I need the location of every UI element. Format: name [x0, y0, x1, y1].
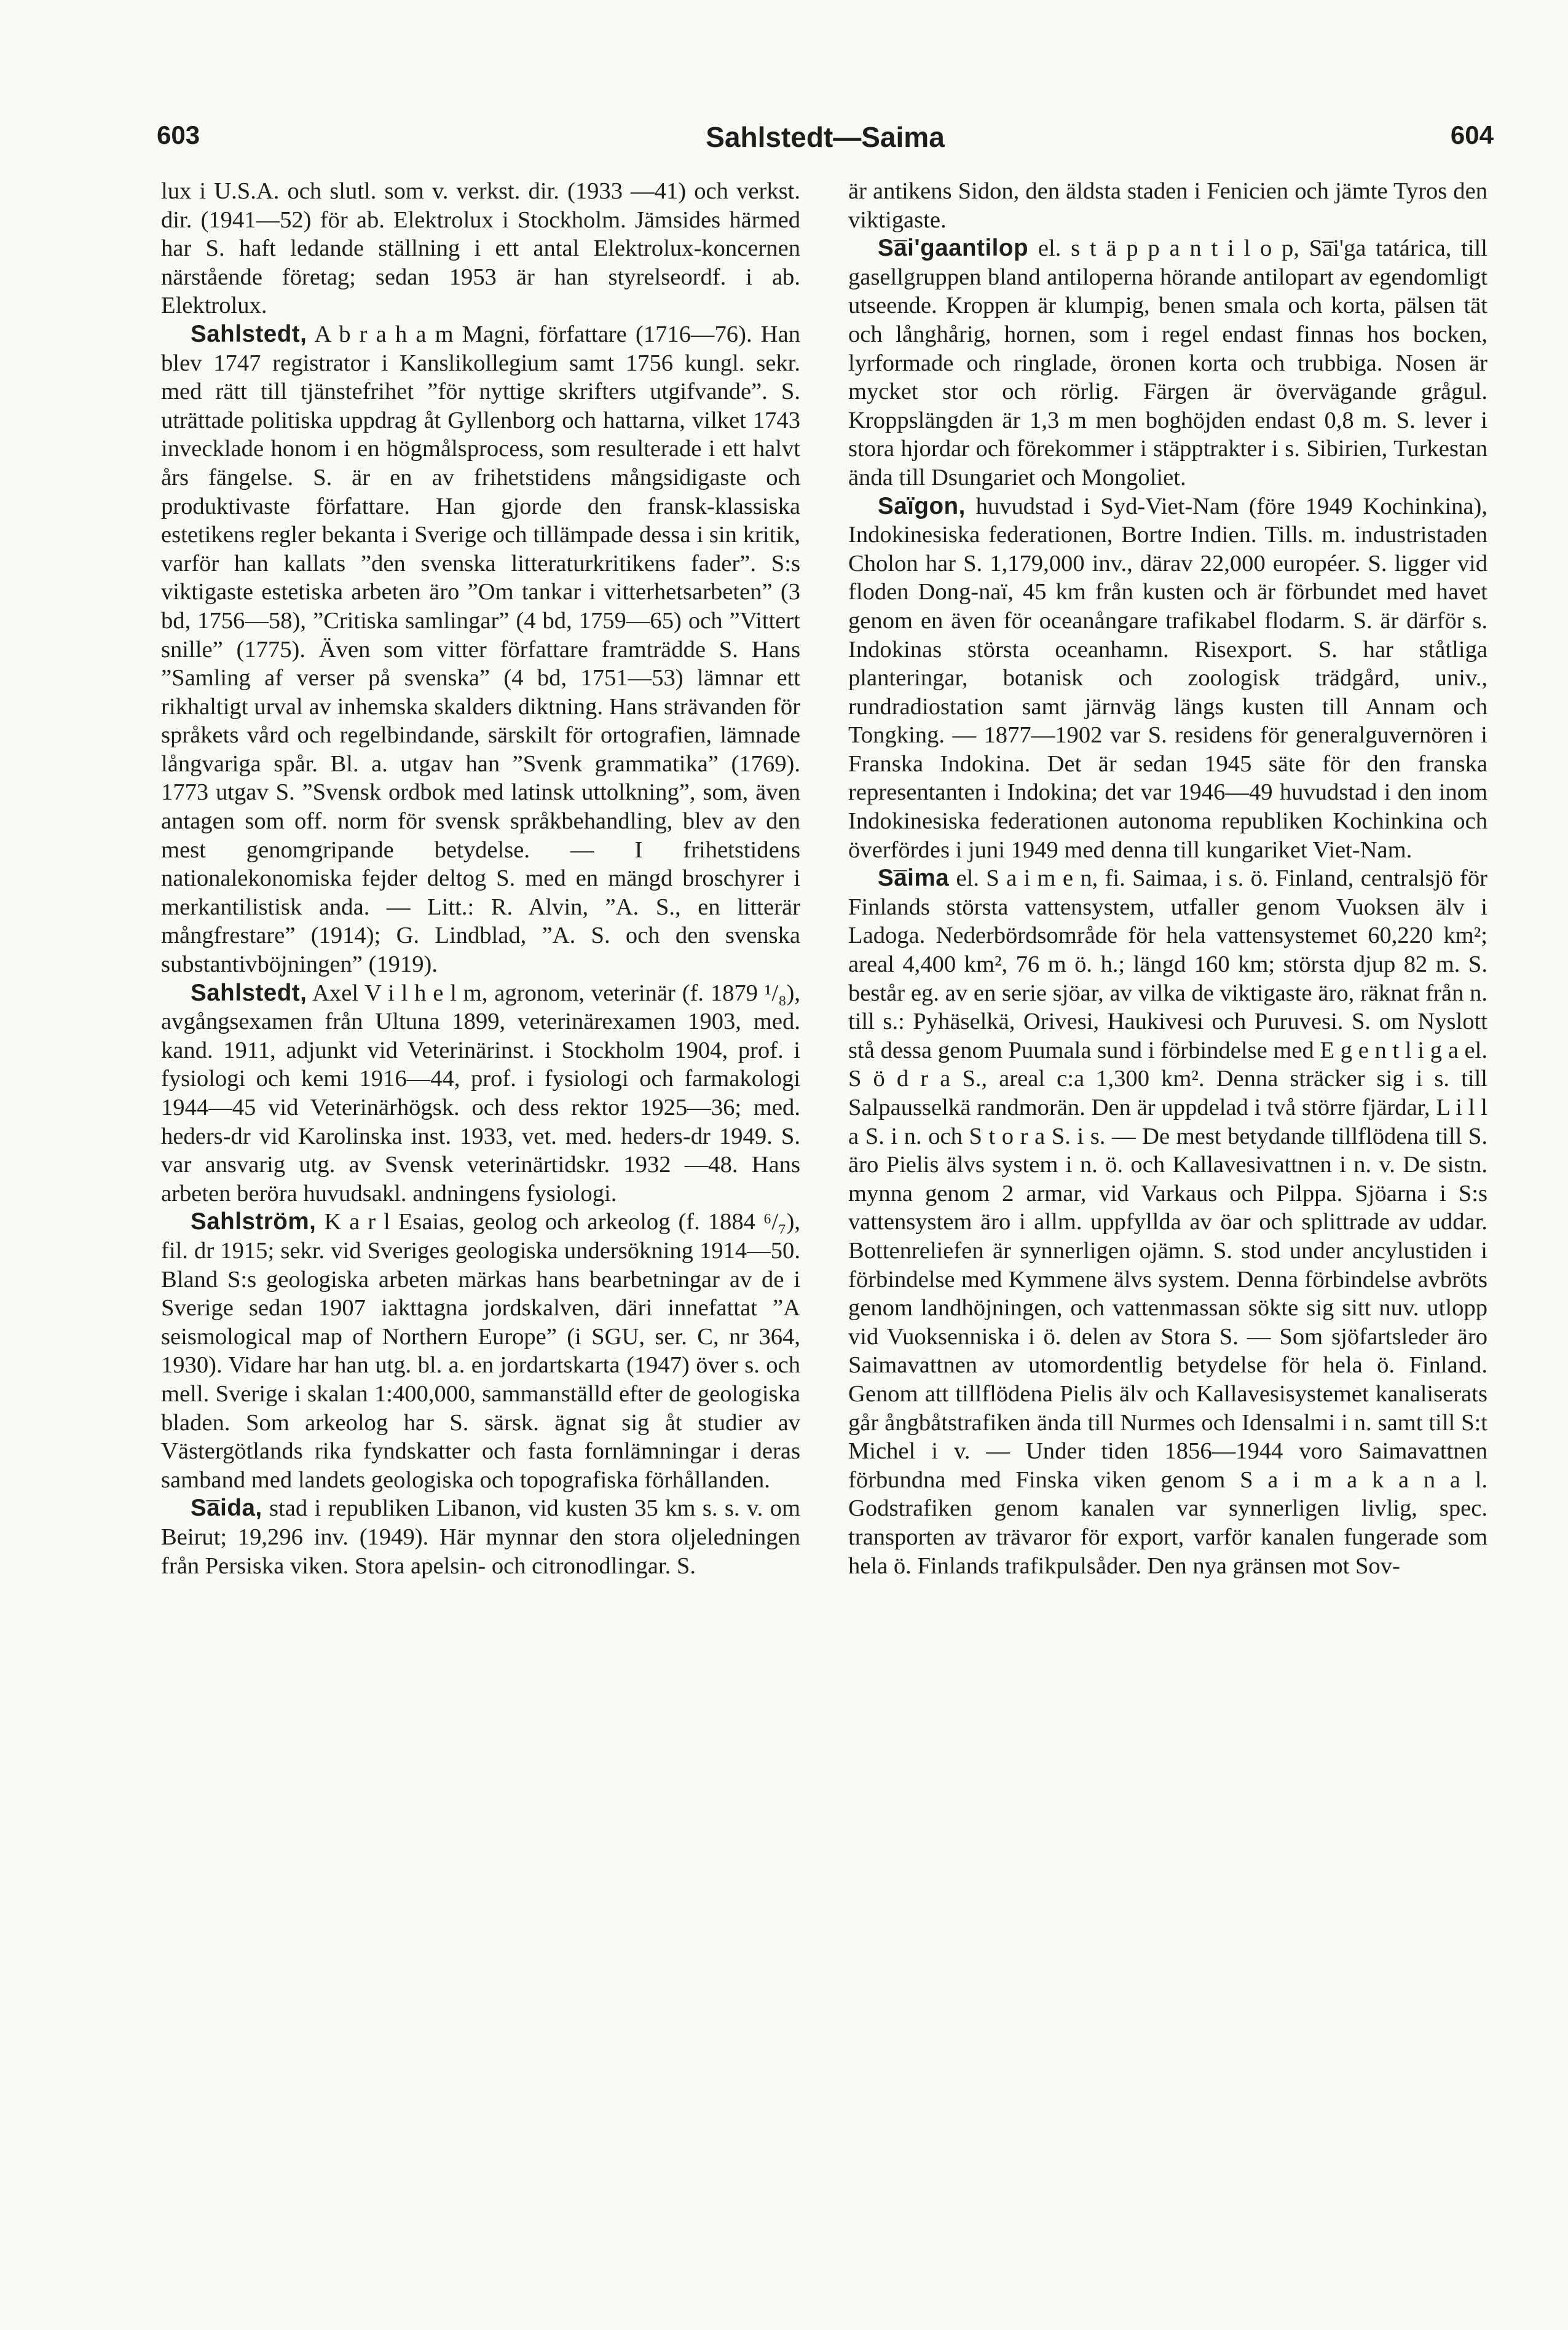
- entry-text: huvudstad i Syd-Viet-Nam (före 1949 Kochinkina), Indokinesiska federationen, Bortre Indien. Tills. m. industristaden Cholon har S. 1,179,000 inv., därav 22,000 européer. S. ligger vid floden Dong-naï, 45 km från kusten och är förbundet med havet genom en även för oceanångare trafikabel flodarm. S. är därför s. Indokinas största oceanhamn. Risexport. S. har ståtliga planteringar, botanisk och zoologisk trädgård, univ., rundradiostation samt järnväg längs kusten till Annam och Tongking. — 1877—1902 var S. residens för generalguvernören i Franska Indokina. Det är sedan 1945 säte för den franska representanten i Indokina; det var 1946—49 huvudstad i den inom Indokinesiska federationen autonoma republiken Kochinkina och överfördes i juni 1949 med denna till kungariket Viet-Nam.: [848, 493, 1487, 863]
- entry-headword: Saïgon,: [878, 492, 966, 519]
- entry-text: el. s t ä p p a n t i l o p, Sa̅i'ga tatárica, till gasellgruppen bland antiloperna hörande antilopart av egendomligt utseende. Kroppen är klumpig, benen smala och korta, pälsen tät och långhårig, hornen, som i regel endast finnas hos bocken, lyrformade och ringlade, öronen korta och trubbiga. Nosen är mycket stor och rörlig. Färgen är övervägande grågul. Kroppslängden är 1,3 m men boghöjden endast 0,8 m. S. lever i stora hjordar och förekommer i stäpptrakter i s. Sibirien, Turkestan ända till Dsungariet och Mongoliet.: [848, 235, 1487, 490]
- entry: [848, 864, 1487, 1580]
- entry-headword: Sahlström,: [191, 1208, 317, 1235]
- entry-continuation: [848, 177, 1487, 234]
- entry-headword: Sa̅ida,: [191, 1495, 262, 1522]
- entry-text: K a r l Esaias, geolog och arkeolog (f. 1884 ⁶/₇), fil. dr 1915; sekr. vid Sveriges geologiska undersökning 1914—50. Bland S:s geologiska arbeten märkas hans bearbetningar av de i Sverige sedan 1907 iakttagna jordskalven, däri innefattat ”A seismological map of Northern Europe” (i SGU, ser. C, nr 364, 1930). Vidare har han utg. bl. a. en jordartskarta (1947) över s. och mell. Sverige i skalan 1:400,000, sammanställd efter de geologiska bladen. Som arkeolog har S. särsk. ägnat sig åt studier av Västergötlands rika fyndskatter och fasta fornlämningar i deras samband med landets geologiska och topografiska förhållanden.: [161, 1209, 800, 1493]
- entry-text: lux i U.S.A. och slutl. som v. verkst. dir. (1933 —41) och verkst. dir. (1941—52) för ab. Elektrolux i Stockholm. Jämsides härmed har S. haft ledande ställning i ett antal Elektrolux-koncernen närstående företag; sedan 1953 är han styrelseordf. i ab. Elektrolux.: [161, 178, 800, 319]
- entry-headword: Sahlstedt,: [191, 320, 307, 347]
- page-number-right: 604: [1450, 120, 1494, 149]
- entry: [161, 320, 800, 979]
- running-title: Sahlstedt—Saima: [706, 121, 945, 153]
- entry: [161, 1208, 800, 1494]
- text-column-left: [161, 177, 800, 1580]
- entry-text: Axel V i l h e l m, agronom, veterinär (f. 1879 ¹/₈), avgångsexamen från Ultuna 1899, veterinärexamen 1903, med. kand. 1911, adjunkt vid Veterinärinst. i Stockholm 1904, prof. i fysiologi och kemi 1916—44, prof. i fysiologi och farmakologi 1944—45 vid Veterinärhögsk. och dess rektor 1925—36; med. heders-dr vid Karolinska inst. 1933, vet. med. heders-dr 1949. S. var ansvarig utg. av Svensk veterinärtidskr. 1932 —48. Hans arbeten beröra huvudsakl. andningens fysiologi.: [161, 980, 801, 1206]
- entry-text: A b r a h a m Magni, författare (1716—76). Han blev 1747 registrator i Kanslikollegium samt 1756 kungl. sekr. med rätt till tjänstefrihet ”för nyttige skrifters utgifvande”. S. uträttade politiska uppdrag åt Gyllenborg och hattarna, vilket 1743 invecklade honom i en högmålsprocess, som resulterade i ett halvt års fängelse. S. är en av frihetstidens mångsidigaste och produktivaste författare. Han gjorde den fransk-klassiska estetikens regler bekanta i Sverige och tillämpade dessa i sin kritik, varför han kallats ”den svenska litteraturkritikens fader”. S:s viktigaste estetiska arbeten äro ”Om tankar i vitterhetsarbeten” (3 bd, 1756—58), ”Critiska samlingar” (4 bd, 1759—65) och ”Vittert snille” (1775). Även som vitter författare framträdde S. Hans ”Samling af verser på svenska” (4 bd, 1751—53) lämnar ett rikhaltigt urval av inhemska skalders diktning. Hans strävanden för språkets vård och regelbindande, särskilt för ortografien, lämnade långvariga spår. Bl. a. utgav han ”Svenk grammatika” (1769). 1773 utgav S. ”Svensk ordbok med latinsk uttolkning”, som, även antagen som off. norm för svensk språkbehandling, blev av den mest genomgripande betydelse. — I frihetstidens nationalekonomiska fejder deltog S. med en mängd broschyrer i merkantilistisk anda. — Litt.: R. Alvin, ”A. S., en litterär mångfrestare” (1914); G. Lindblad, ”A. S. och den svenska substantivböjningen” (1919).: [161, 321, 800, 978]
- entry: [161, 979, 800, 1208]
- entry: [848, 492, 1487, 865]
- page-number-left: 603: [157, 120, 200, 149]
- entry: [848, 234, 1487, 492]
- entry-headword: Sahlstedt,: [191, 979, 307, 1006]
- entry-continuation: [161, 177, 800, 320]
- entry: [161, 1494, 800, 1580]
- entry-headword: Sa̅i'gaantilop: [878, 235, 1029, 262]
- running-header: [157, 120, 1494, 165]
- entry-text: är antikens Sidon, den äldsta staden i Fenicien och jämte Tyros den viktigaste.: [848, 178, 1487, 233]
- entry-headword: Sa̅ima: [878, 865, 950, 892]
- entry-text: el. S a i m e n, fi. Saimaa, i s. ö. Finland, centralsjö för Finlands största vattensystem, utfaller genom Vuoksen älv i Ladoga. Nederbördsområde för hela vattensystemet 60,220 km²; areal 4,400 km², 76 m ö. h.; längd 160 km; största djup 82 m. S. består eg. av en serie sjöar, av vilka de viktigaste äro, räknat från n. till s.: Pyhäselkä, Orivesi, Haukivesi och Puruvesi. S. om Nyslott stå dessa genom Puumala sund i förbindelse med E g e n t l i g a el. S ö d r a S., areal c:a 1,300 km². Denna sträcker sig i s. till Salpausselkä randmorän. Den är uppdelad i två större fjärdar, L i l l a S. i n. och S t o r a S. i s. — De mest betydande tillflödena till S. äro Pielis älvs system i n. ö. och Kallavesivattnen i n. v. De sistn. mynna genom 2 armar, vid Varkaus och Pilppa. Sjöarna i S:s vattensystem äro i allm. uppfyllda av öar och splittrade av uddar. Bottenreliefen är synnerligen ojämn. S. stod under ancylustiden i förbindelse med Kymmene älvs system. Denna förbindelse avbröts genom landhöjningen, och vattenmassan sökte sig sitt nuv. utlopp vid Vuoksenniska i ö. delen av Stora S. — Som sjöfartsleder äro Saimavattnen av utomordentlig betydelse för hela ö. Finland. Genom att tillflödena Pielis älv och Kallavesisystemet kanaliserats går ångbåtstrafiken ända till Nurmes och Idensalmi i n. samt till S:t Michel i v. — Under tiden 1856—1944 voro Saimavattnen förbundna med Finska viken genom S a i m a k a n a l. Godstrafiken genom kanalen var synnerligen livlig, spec. transporten av trävaror för export, varför kanalen fungerade som hela ö. Finlands trafikpulsåder. Den nya gränsen mot Sov-: [848, 865, 1487, 1579]
- text-column-right: [848, 177, 1487, 1580]
- entry-text: stad i republiken Libanon, vid kusten 35 km s. s. v. om Beirut; 19,296 inv. (1949). Här mynnar den stora oljeledningen från Persiska viken. Stora apelsin- och citronodlingar. S.: [161, 1495, 800, 1579]
